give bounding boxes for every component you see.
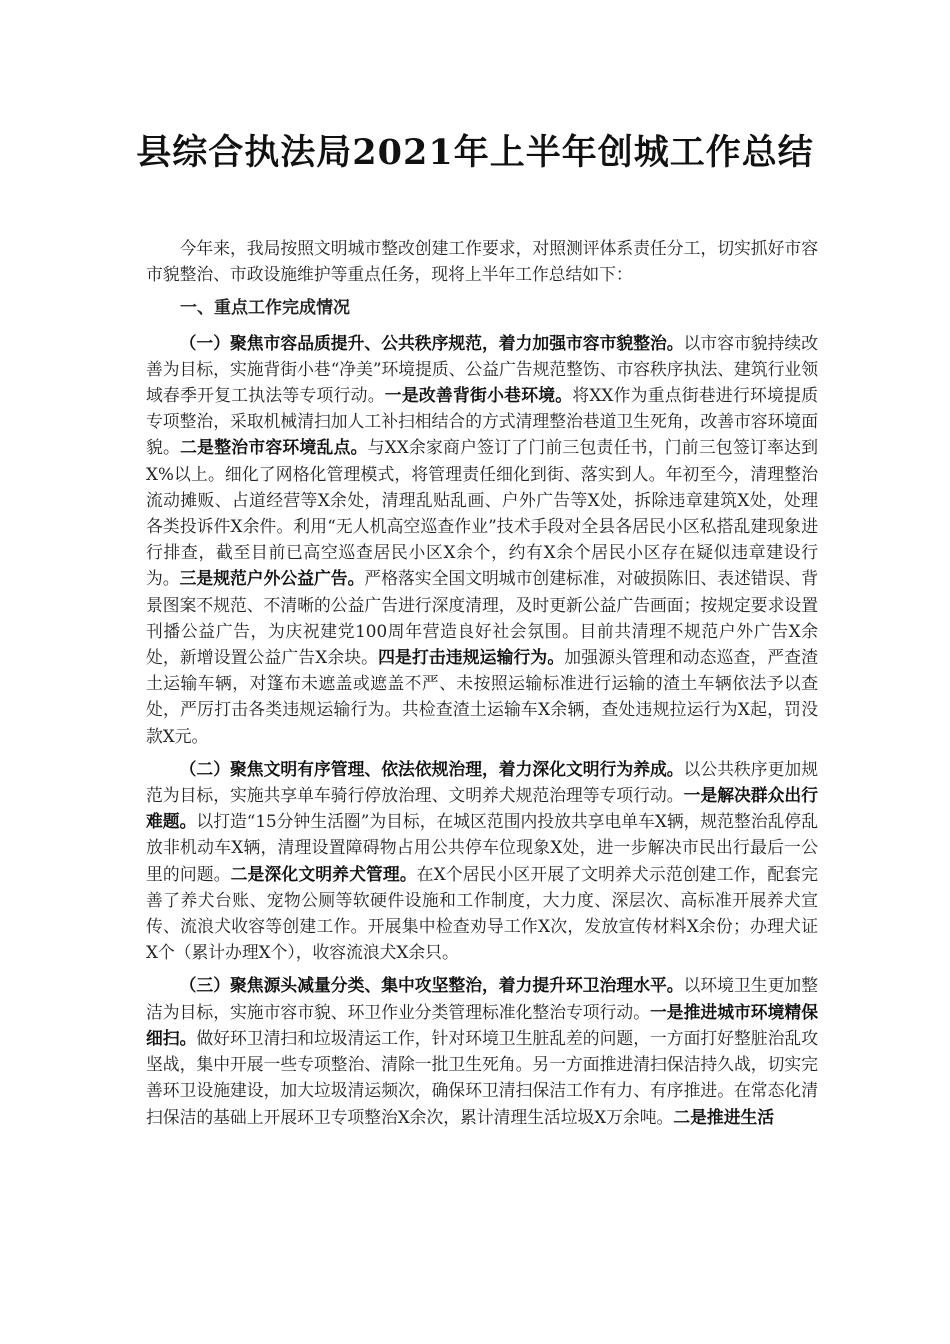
paragraph-text: 加强源头管理和动态巡查，严查渣土运输车辆，对篷布未遮盖或遮盖不严、未按照运输标准进行运输的渣土车辆依法予以查处，严厉打击各类违规运输行为。共检查渣土运输车X余辆，查处违规拉运行为X起，罚没款X元。	[146, 647, 818, 746]
paragraph-sanitation	[146, 972, 818, 1129]
paragraph-text: 做好环卫清扫和垃圾清运工作，针对环境卫生脏乱差的问题，一方面打好整脏治乱攻坚战，集中开展一些专项整治、清除一批卫生死角。另一方面推进清扫保洁持久战，切实完善环卫设施建设，加大垃圾清运频次，确保环卫清扫保洁工作有力、有序推进。在常态化清扫保洁的基础上开展环卫专项整治X余次，累计清理生活垃圾X万余吨。	[146, 1027, 818, 1127]
paragraph-text: 以打造“15分钟生活圈”为目标，在城区范围内投放共享电单车X辆，规范整治乱停乱放非机动车X辆，清理设置障碍物占用公共停车位现象X处，进一步解决市民出行最后一公里的问题。	[146, 811, 818, 884]
section-heading: 一、重点工作完成情况	[180, 298, 350, 319]
bold-point: 三是规范户外公益广告。	[179, 568, 365, 589]
paragraph-market-appearance	[146, 330, 818, 749]
paragraph-lead: （一）聚焦市容品质提升、公共秩序规范，着力加强市容市貌整治。	[179, 332, 684, 353]
bold-point: 一是推进城市环境精保细扫。	[146, 1001, 818, 1048]
bold-point: 二是整治市容环境乱点。	[180, 437, 368, 458]
paragraph-text: 以市容市貌持续改善为目标，实施背街小巷“净美”环境提质、公益广告规范整饬、市容秩序执法、建筑行业领域春季开复工执法等专项行动。	[146, 332, 818, 406]
bold-point: 一是改善背街小巷环境。	[384, 385, 573, 406]
paragraph-text: 以环境卫生更加整洁为目标，实施市容市貌、环卫作业分类管理标准化整治专项行动。	[146, 975, 818, 1022]
paragraph-lead: （二）聚焦文明有序管理、依法依规治理，着力深化文明行为养成。	[179, 758, 684, 779]
document-title: 县综合执法局2021年上半年创城工作总结	[136, 132, 814, 173]
paragraph-text: 在X个居民小区开展了文明养犬示范创建工作，配套完善了养犬台账、宠物公厕等软硬件设施和工作制度，大力度、深层次、高标准开展养犬宣传、流浪犬收容等创建工作。开展集中检查劝导工作X次，发放宣传材料X余份；办理犬证X个（累计办理X个），收容流浪犬X余只。	[146, 863, 818, 963]
bold-point: 一是解决群众出行难题。	[146, 785, 818, 832]
paragraph-text: 严格落实全国文明城市创建标准，对破损陈旧、表述错误、背景图案不规范、不清晰的公益广告进行深度清理，及时更新公益广告画面；按规定要求设置刊播公益广告，为庆祝建党100周年营造良好社会氛围。目前共清理不规范户外广告X余处，新增设置公益广告X余块。	[146, 568, 818, 668]
paragraph-text: 将XX作为重点街巷进行环境提质专项整治，采取机械清扫加人工补扫相结合的方式清理整治巷道卫生死角，改善市容环境面貌。	[146, 385, 818, 458]
bold-point: 二是推进生活	[673, 1106, 775, 1127]
paragraph-lead: （三）聚焦源头减量分类、集中攻坚整治，着力提升环卫治理水平。	[179, 975, 684, 996]
paragraph-text: 与XX余家商户签订了门前三包责任书，门前三包签订率达到X%以上。细化了网格化管理模式，将管理责任细化到街、落实到人。年初至今，清理整治流动摊贩、占道经营等X余处，清理乱贴乱画、户外广告等X处，拆除违章建筑X处，处理各类投诉件X余件。利用“无人机高空巡查作业”技术手段对全县各居民小区私搭乱建现象进行排查，截至目前已高空巡查居民小区X余个，约有X余个居民小区存在疑似违章建设行为。	[146, 437, 818, 589]
paragraph-text: 以公共秩序更加规范为目标，实施共享单车骑行停放治理、文明养犬规范治理等专项行动。	[146, 758, 818, 806]
intro-paragraph: 今年来，我局按照文明城市整改创建工作要求，对照测评体系责任分工，切实抓好市容市貌整治、市政设施维护等重点任务，现将上半年工作总结如下：	[146, 238, 818, 285]
document-body	[146, 235, 818, 1137]
bold-point: 二是深化文明养犬管理。	[230, 863, 417, 884]
bold-point: 四是打击违规运输行为。	[378, 647, 565, 668]
paragraph-civilized-behavior	[146, 756, 818, 966]
